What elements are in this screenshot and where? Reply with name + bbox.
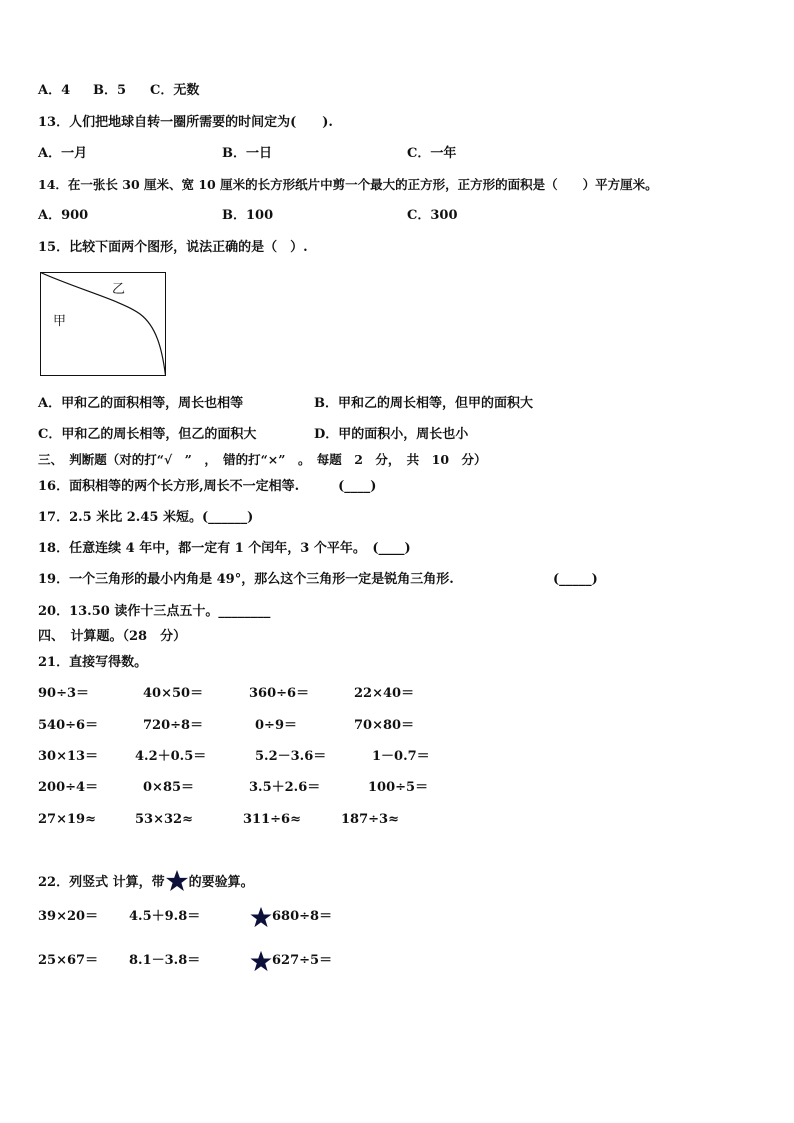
q13-stem: 13．人们把地球自转一圈所需要的时间定为( ). — [38, 115, 333, 130]
q16: 16．面积相等的两个长方形,周长不一定相等. (____) — [38, 479, 377, 494]
q22-stem — [38, 869, 254, 892]
calc-item: 360÷6＝ — [249, 686, 310, 701]
calc-item: 4.2＋0.5＝ — [135, 749, 207, 764]
q14-option-b: B．100 — [222, 208, 274, 223]
calc-item: 0÷9＝ — [255, 718, 297, 733]
q19-stem: 19．一个三角形的最小内角是 49°，那么这个三角形一定是锐角三角形. — [38, 572, 454, 587]
q12-option-a: A．4 — [38, 83, 71, 98]
calc-item: 90÷3＝ — [38, 686, 90, 701]
label-jia: 甲 — [53, 314, 67, 329]
q19-blank: (_____) — [553, 572, 598, 587]
label-yi: 乙 — [112, 282, 126, 297]
q13-option-b: B．一日 — [222, 146, 272, 161]
q20: 20．13.50 读作十三点五十。________ — [38, 604, 271, 619]
calc-item: 0×85＝ — [143, 780, 195, 795]
calc-item: 3.5＋2.6＝ — [249, 780, 321, 795]
vertical-calc-item: 4.5＋9.8＝ — [129, 909, 201, 924]
q15-option-a: A．甲和乙的面积相等，周长也相等 — [38, 396, 244, 411]
calc-item: 27×19≈ — [38, 812, 96, 827]
vertical-calc-item: 39×20＝ — [38, 909, 99, 924]
q15-option-b: B．甲和乙的周长相等，但甲的面积大 — [314, 396, 533, 411]
q12-option-b: B．5 — [93, 83, 127, 98]
calc-item: 720÷8＝ — [143, 718, 204, 733]
calc-item: 53×32≈ — [135, 812, 193, 827]
q14-option-c: C．300 — [407, 208, 458, 223]
star-icon — [165, 869, 189, 892]
q15-option-c: C．甲和乙的周长相等，但乙的面积大 — [38, 427, 257, 442]
q15-stem: 15．比较下面两个图形，说法正确的是（ ）. — [38, 240, 308, 255]
vertical-calc-item: 680÷8＝ — [272, 909, 333, 924]
q22-stem-pre: 22．列竖式 计算，带 — [38, 875, 165, 890]
calc-item: 200÷4＝ — [38, 780, 99, 795]
q18: 18．任意连续 4 年中，都一定有 1 个闰年，3 个平年。 (____) — [38, 541, 411, 556]
q17: 17．2.5 米比 2.45 米短。(______) — [38, 510, 254, 525]
calc-item: 311÷6≈ — [243, 812, 301, 827]
vertical-calc-item: 627÷5＝ — [272, 953, 333, 968]
q12-option-c: C．无数 — [150, 83, 200, 98]
calc-item: 30×13＝ — [38, 749, 99, 764]
calc-item: 22×40＝ — [354, 686, 415, 701]
q14-option-a: A．900 — [38, 208, 89, 223]
star-icon — [250, 950, 272, 972]
vertical-calc-item: 25×67＝ — [38, 953, 99, 968]
q14-stem: 14．在一张长 30 厘米、宽 10 厘米的长方形纸片中剪一个最大的正方形，正方形的面积是（ ）平方厘米。 — [38, 177, 658, 192]
calc-item: 1－0.7＝ — [372, 749, 430, 764]
q15-figure — [40, 272, 166, 376]
calc-item: 100÷5＝ — [368, 780, 429, 795]
section4-title: 四、 计算题。（28 分） — [38, 629, 187, 644]
calc-item: 540÷6＝ — [38, 718, 99, 733]
q22-stem-post: 的要验算。 — [188, 875, 254, 890]
calc-item: 5.2－3.6＝ — [255, 749, 327, 764]
section3-title: 三、 判断题（对的打“√ ” ， 错的打“×” 。 每题 2 分， 共 10 分） — [38, 452, 487, 467]
q13-option-a: A．一月 — [38, 146, 88, 161]
calc-item: 187÷3≈ — [341, 812, 399, 827]
vertical-calc-item: 8.1－3.8＝ — [129, 953, 201, 968]
calc-item: 70×80＝ — [354, 718, 415, 733]
calc-item: 40×50＝ — [143, 686, 204, 701]
star-icon — [250, 906, 272, 928]
q21-stem: 21．直接写得数。 — [38, 655, 148, 670]
q15-option-d: D．甲的面积小，周长也小 — [314, 427, 469, 442]
q13-option-c: C．一年 — [407, 146, 457, 161]
